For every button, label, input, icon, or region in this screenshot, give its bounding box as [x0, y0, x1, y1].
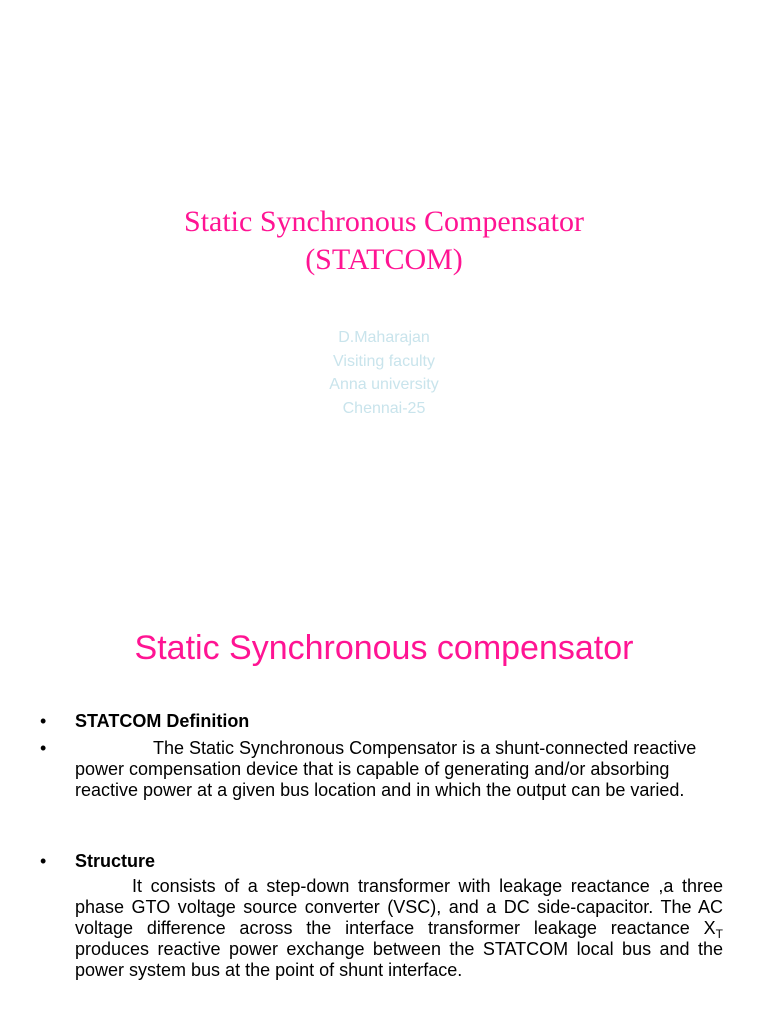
author-role: Visiting faculty: [333, 352, 435, 370]
author-block: [0, 326, 768, 420]
definition-heading: STATCOM Definition: [75, 711, 250, 731]
structure-heading: Structure: [75, 851, 156, 871]
structure-text: It consists of a step-down transformer with leakage reactance ,a three phase GTO voltage source converter (VSC), and a DC side-capacitor. The AC voltage difference across the interface transformer leakage reactance $X_T$ produces reactive power exchange between the STATCOM local bus and the power system bus at the point of shunt interface.: [75, 876, 723, 980]
title-line-1: Static Synchronous Compensator: [184, 205, 584, 238]
bullet-marker: •: [40, 711, 47, 731]
author-name: D.Maharajan: [338, 329, 430, 346]
title-line-2: (STATCOM): [305, 243, 463, 276]
author-institution: Anna university: [329, 376, 439, 393]
definition-text: The Static Synchronous Compensator is a shunt-connected reactive power compensation device that is capable of generating and/or absorbing reactive power at a given bus location and in which the output can be varied.: [75, 738, 697, 800]
bullet-marker: •: [40, 738, 47, 758]
slide-title: Static Synchronous compensator: [134, 629, 634, 667]
author-city: Chennai-25: [342, 399, 426, 417]
slide-title: [0, 203, 768, 279]
bullet-marker: •: [40, 851, 47, 871]
subscript-t: T: [715, 927, 723, 941]
content-slide: [0, 580, 768, 1024]
